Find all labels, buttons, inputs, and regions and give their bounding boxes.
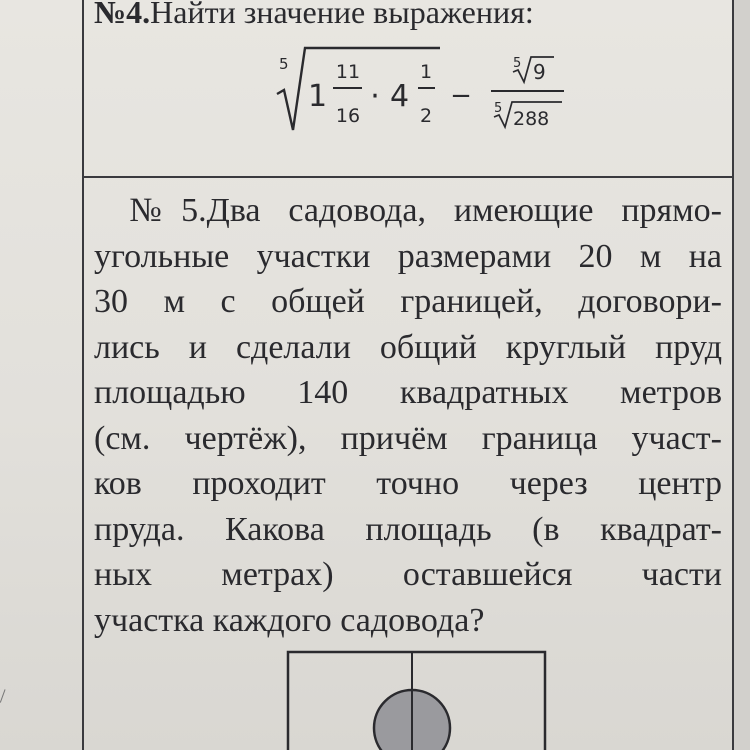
problem5-line: участка каждого садовода? [94, 601, 485, 639]
problem5-line: площадью 140 квадратных метров [94, 374, 722, 411]
problem5-text [94, 188, 722, 643]
numerator-root-index: 5 [513, 56, 522, 71]
problem5-line: угольные участки размерами 20 м на [94, 237, 722, 275]
problem4-title: Найти значение выражения: [150, 0, 534, 30]
problem5-line-text: Два садовода, имеющие прямо- [206, 192, 722, 229]
mixed1-denominator: 16 [335, 105, 361, 127]
mixed1-numerator: 11 [335, 61, 361, 83]
denominator-radicand: 288 [513, 108, 550, 130]
problem4-formula [0, 0, 750, 180]
problem5-line: (см. чертёж), причём граница участ- [94, 419, 722, 457]
denominator-root-index: 5 [494, 101, 503, 116]
numerator-radicand: 9 [533, 60, 546, 84]
problem5-line [94, 188, 722, 234]
problem5-line: ков проходит точно через центр [94, 465, 722, 502]
mixed2-numerator: 1 [419, 61, 433, 83]
problem5-line: 30 м с общей границей, договори- [94, 283, 722, 320]
problem5-line: ных метрах) оставшейся части [94, 556, 722, 593]
multiply-dot: · [370, 79, 380, 114]
mixed2-whole: 4 [390, 79, 410, 114]
problem5-line: пруда. Какова площадь (в квадрат- [94, 510, 722, 548]
mixed2-denominator: 2 [419, 105, 433, 127]
outer-root-index: 5 [279, 55, 289, 73]
problem5-number: №5. [110, 192, 207, 229]
problem5-line: лись и сделали общий круглый пруд [94, 328, 722, 366]
mixed1-whole: 1 [308, 79, 328, 114]
minus-sign: − [450, 81, 472, 111]
problem4-number: №4. [94, 0, 151, 30]
